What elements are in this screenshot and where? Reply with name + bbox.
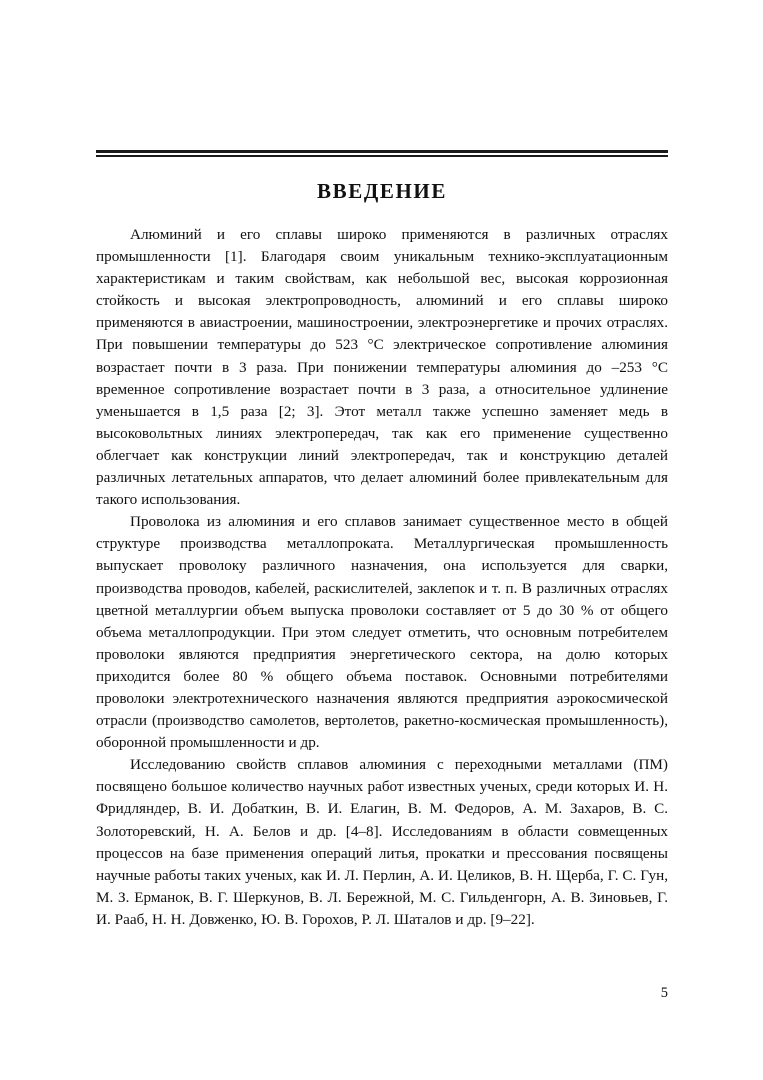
page-title: ВВЕДЕНИЕ — [317, 179, 447, 203]
body-paragraph: Алюминий и его сплавы широко применяются в различных отраслях промышленности [1]. Благодаря своим уникальным технико-эксплуатационным характеристикам и таким свойствам, как небольшой вес, высокая коррозионная стойкость и высокая электропроводность, алюминий и его сплавы широко применяются в авиастроении, машиностроении, электроэнергетике и прочих отраслях. При повышении температуры до 523 °С электрическое сопротивление алюминия возрастает почти в 3 раза. При понижении температуры алюминия до –253 °С временное сопротивление возрастает почти в 3 раза, а относительное удлинение уменьшается в 1,5 раза [2; 3]. Этот металл также успешно заменяет медь в высоковольтных линиях электропередач, так как его применение существенно облегчает как конструкции линий электропередач, так и конструкцию деталей различных летательных аппаратов, что делает алюминий более привлекательным для такого использования. — [96, 226, 668, 509]
title-divider-rule — [96, 150, 668, 157]
divider-thin-line — [96, 155, 668, 157]
page-number: 5 — [660, 985, 668, 1001]
body-paragraph: Исследованию свойств сплавов алюминия с переходными металлами (ПМ) посвящено большое количество научных работ известных ученых, среди которых И. Н. Фридляндер, В. И. Добаткин, В. И. Елагин, В. М. Федоров, А. М. Захаров, В. С. Золоторевский, Н. А. Белов и др. [4–8]. Исследованиям в области совмещенных процессов на базе применения операций литья, прокатки и прессования посвящены научные работы таких ученых, как И. Л. Перлин, А. И. Целиков, В. Н. Щерба, Г. С. Гун, М. З. Ерманок, В. Г. Шеркунов, В. Л. Бережной, М. С. Гильденгорн, А. В. Зиновьев, Г. И. Рааб, Н. Н. Довженко, Ю. В. Горохов, Р. Л. Шаталов и др. [9–22]. — [96, 756, 668, 928]
page-content — [96, 150, 668, 931]
body-paragraph: Проволока из алюминия и его сплавов занимает существенное место в общей структуре производства металлопроката. Металлургическая промышленность выпускает проволоку различного назначения, она используется для сварки, производства проводов, кабелей, раскислителей, заклепок и т. п. В различных отраслях цветной металлургии объем выпуска проволоки составляет от 5 до 30 % от общего объема металлопродукции. При этом следует отметить, что основным потребителем проволоки являются предприятия энергетического сектора, на долю которых приходится более 80 % общего объема поставок. Основными потребителями проволоки электротехнического назначения являются предприятия аэрокосмической отрасли (производство самолетов, вертолетов, ракетно-космическая промышленность), оборонной промышленности и др. — [96, 513, 668, 752]
